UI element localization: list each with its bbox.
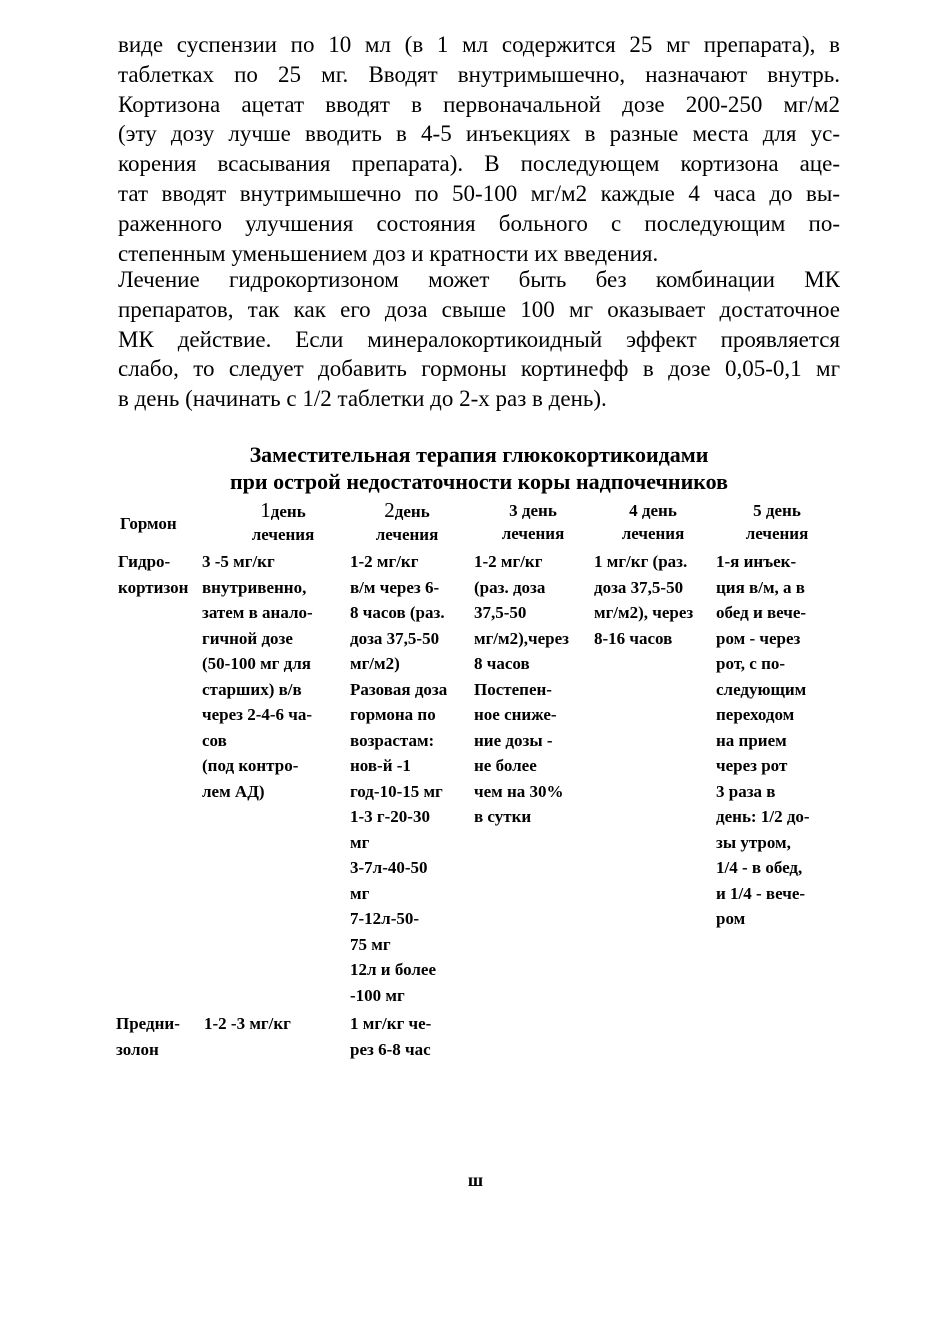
cell-line: год-10-15 мг <box>350 781 443 801</box>
row-hydrocortisone-day2 <box>350 549 447 1008</box>
cell-line: зы утром, <box>716 832 791 852</box>
cell-line: кортизон <box>118 577 189 597</box>
cell-line: ция в/м, а в <box>716 577 805 597</box>
header-day3 <box>478 499 588 545</box>
cell-line: гормона по <box>350 705 436 724</box>
cell-line: рез 6-8 час <box>350 1039 431 1059</box>
paragraph-1-line: таблетках по 25 мг. Вводят внутримышечно, назначают внутрь. <box>118 61 840 87</box>
cell-line: 1-2 -3 мг/кг <box>204 1014 291 1033</box>
cell-line: 1-3 г-20-30 <box>350 807 430 826</box>
cell-line: 1-2 мг/кг <box>350 552 419 571</box>
cell-line: рот, с по- <box>716 654 786 673</box>
paragraph-2 <box>118 265 840 414</box>
cell-line: 7-12л-50- <box>350 909 420 928</box>
paragraph-2-line: слабо, то следует добавить гормоны кортинефф в дозе 0,05-0,1 мг <box>118 356 840 382</box>
cell-line: 75 мг <box>350 934 391 954</box>
cell-line: ром <box>716 909 746 928</box>
cell-line: 1-2 мг/кг <box>474 552 543 571</box>
cell-line: возрастам: <box>350 730 435 750</box>
cell-line: переходом <box>716 705 795 724</box>
paragraph-1-line: (эту дозу лучше вводить в 4-5 инъекциях в разные места для ус- <box>118 121 840 147</box>
cell-line: следующим <box>716 679 807 699</box>
header-hormone: Гормон <box>120 514 177 533</box>
paragraph-2-line: препаратов, так как его доза свыше 100 мг оказывает достаточное <box>118 296 840 322</box>
header-day1 <box>228 499 338 546</box>
header-day4-sub: лечения <box>621 524 685 543</box>
cell-line: 12л и более <box>350 960 437 979</box>
cell-line: на прием <box>716 730 787 750</box>
cell-line: Предни- <box>116 1014 180 1033</box>
paragraph-1 <box>118 30 840 268</box>
header-day5-label: 5 день <box>753 501 801 520</box>
cell-line: ром - через <box>716 628 801 648</box>
row-prednisolone-hormone <box>116 1011 180 1062</box>
cell-line: Гидро- <box>118 552 171 571</box>
row-hydrocortisone-hormone <box>118 549 188 600</box>
cell-line: в/м через 6- <box>350 577 440 597</box>
header-day4 <box>595 499 711 545</box>
cell-line: 3 -5 мг/кг <box>202 552 275 571</box>
paragraph-1-line: корения всасывания препарата). В последующем кортизона аце- <box>118 151 840 177</box>
header-day3-label: 3 день <box>509 501 557 520</box>
paragraph-2-line: в день (начинать с 1/2 таблетки до 2-х раз в день). <box>118 386 607 412</box>
cell-line: 3-7л-40-50 <box>350 858 428 877</box>
header-day5-sub: лечения <box>745 524 809 543</box>
cell-line: гичной дозе <box>202 628 293 648</box>
header-day3-sub: лечения <box>501 524 565 543</box>
cell-line: через рот <box>716 756 788 775</box>
header-day4-label: 4 день <box>629 501 677 520</box>
cell-line: обед и вече- <box>716 603 807 622</box>
cell-line: 8 часов (раз. <box>350 603 445 622</box>
cell-line: чем на 30% <box>474 781 564 801</box>
cell-line: лем АД) <box>202 781 265 801</box>
row-hydrocortisone-day3 <box>474 549 569 830</box>
header-day2-word: день <box>394 502 430 521</box>
cell-line: 1 мг/кг (раз. <box>594 552 688 571</box>
cell-line: 37,5-50 <box>474 603 527 622</box>
paragraph-1-line: раженного улучшения состояния больного с последующим по- <box>118 210 840 236</box>
cell-line: через 2-4-6 ча- <box>202 705 313 724</box>
cell-line: мг <box>350 883 370 903</box>
cell-line: и 1/4 - вече- <box>716 883 806 903</box>
cell-line: ние дозы - <box>474 730 553 750</box>
cell-line: не более <box>474 756 537 775</box>
cell-line: 1/4 - в обед, <box>716 858 803 877</box>
cell-line: 1-я инъек- <box>716 552 797 571</box>
cell-line: (раз. доза <box>474 577 546 597</box>
cell-line: мг/м2), через <box>594 603 694 622</box>
table-title-line-1: Заместительная терапия глюкокортикоидами <box>249 442 709 467</box>
header-day1-word: день <box>270 502 306 521</box>
cell-line: Разовая доза <box>350 679 448 699</box>
header-day1-sub: лечения <box>251 525 315 544</box>
cell-line: в сутки <box>474 807 532 826</box>
cell-line: Постепен- <box>474 679 552 699</box>
cell-line: мг <box>350 832 370 852</box>
cell-line: доза 37,5-50 <box>350 628 440 648</box>
header-day1-num: 1 <box>260 498 271 522</box>
cell-line: 3 раза в <box>716 781 776 801</box>
paragraph-1-line: Кортизона ацетат вводят в первоначальной дозе 200-250 мг/м2 <box>118 91 840 117</box>
header-day2-sub: лечения <box>375 525 439 544</box>
header-day2-num: 2 <box>384 498 395 522</box>
row-hydrocortisone-day4 <box>594 549 693 651</box>
paragraph-1-line: виде суспензии по 10 мл (в 1 мл содержится 25 мг препарата), в <box>118 32 840 57</box>
paragraph-1-line: степенным уменьшением доз и кратности их введения. <box>118 240 659 266</box>
cell-line: нов-й -1 <box>350 756 411 775</box>
cell-line: мг/м2),через <box>474 628 569 648</box>
cell-line: 8 часов <box>474 654 530 673</box>
row-prednisolone-day2 <box>350 1011 431 1062</box>
cell-line: затем в анало- <box>202 603 313 622</box>
page-number: ш <box>467 1170 484 1190</box>
cell-line: день: 1/2 до- <box>716 807 810 826</box>
cell-line: старших) в/в <box>202 679 302 699</box>
cell-line: ное сниже- <box>474 705 557 724</box>
cell-line: (под контро- <box>202 756 299 775</box>
cell-line: 1 мг/кг че- <box>350 1014 432 1033</box>
paragraph-2-line: Лечение гидрокортизоном может быть без комбинации МК <box>118 267 840 292</box>
table-title-line-2: при острой недостаточности коры надпочечников <box>230 469 728 494</box>
row-hydrocortisone-day1 <box>202 549 313 804</box>
cell-line: -100 мг <box>350 985 405 1005</box>
cell-line: доза 37,5-50 <box>594 577 684 597</box>
header-day5 <box>722 499 832 545</box>
paragraph-1-line: тат вводят внутримышечно по 50-100 мг/м2 каждые 4 часа до вы- <box>118 180 840 206</box>
row-prednisolone-day1 <box>204 1011 291 1037</box>
cell-line: сов <box>202 730 227 750</box>
row-hydrocortisone-day5 <box>716 549 810 932</box>
cell-line: мг/м2) <box>350 654 400 673</box>
header-day2 <box>353 499 461 546</box>
cell-line: золон <box>116 1039 159 1059</box>
cell-line: (50-100 мг для <box>202 654 311 673</box>
cell-line: внутривенно, <box>202 577 307 597</box>
paragraph-2-line: МК действие. Если минералокортикоидный эффект проявляется <box>118 326 840 352</box>
cell-line: 8-16 часов <box>594 628 673 648</box>
